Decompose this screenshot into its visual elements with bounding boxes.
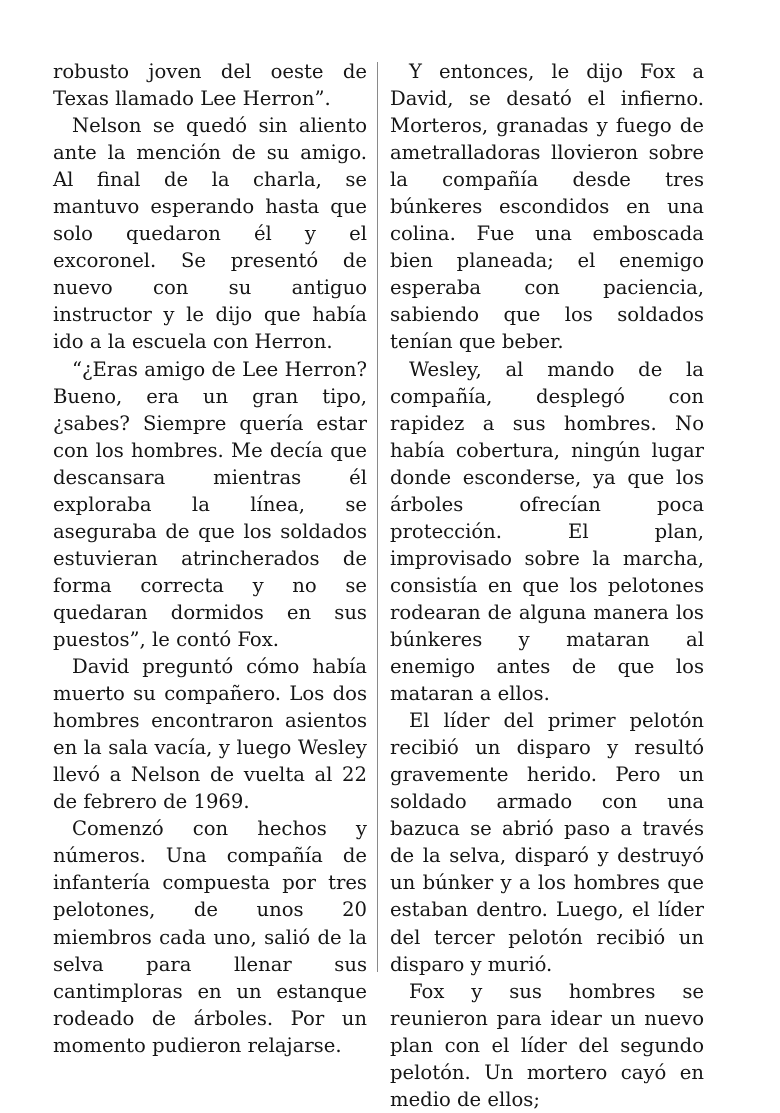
paragraph: Wesley, al mando de la compañía, desplegó con rapidez a sus hombres. No había cobertura, ningún lugar donde esconderse, ya que los árboles ofrecían poca protección. El plan, improvisado sobre la marcha, consistía en que los pelotones rodearan de alguna manera los búnkeres y mataran al enemigo antes de que los mataran a ellos. xyxy=(390,357,704,706)
paragraph: Nelson se quedó sin aliento ante la mención de su amigo. Al final de la charla, se mantuvo esperando hasta que solo quedaron él y el excoronel. Se presentó de nuevo con su antiguo instructor y le dijo que había ido a la escuela con Herron. xyxy=(53,114,367,354)
paragraph: Comenzó con hechos y números. Una compañía de infantería compuesta por tres pelotones, de unos 20 miembros cada uno, salió de la selva para llenar sus cantimploras en un estanque rodeado de árboles. Por un momento pudieron relajarse. xyxy=(53,817,367,1057)
left-column xyxy=(53,58,367,1059)
paragraph: “¿Eras amigo de Lee Herron? Bueno, era un gran tipo, ¿sabes? Siempre quería estar con los hombres. Me decía que descansara mientras él exploraba la línea, se aseguraba de que los soldados estuvieran atrincherados de forma correcta y no se quedaran dormidos en sus puestos”, le contó Fox. xyxy=(53,357,367,651)
paragraph: Y entonces, le dijo Fox a David, se desató el infierno. Morteros, granadas y fuego de ametralladoras llovieron sobre la compañía desde tres búnkeres escondidos en una colina. Fue una emboscada bien planeada; el enemigo esperaba con paciencia, sabiendo que los soldados tenían que beber. xyxy=(390,60,704,354)
paragraph: El líder del primer pelotón recibió un disparo y resultó gravemente herido. Pero un soldado armado con una bazuca se abrió paso a través de la selva, disparó y destruyó un búnker y a los hombres que estaban dentro. Luego, el líder del tercer pelotón recibió un disparo y murió. xyxy=(390,709,704,976)
column-divider xyxy=(377,62,378,972)
right-column xyxy=(390,58,704,1113)
paragraph: Fox y sus hombres se reunieron para idear un nuevo plan con el líder del segundo pelotón. Un mortero cayó en medio de ellos; xyxy=(390,979,704,1111)
paragraph: robusto joven del oeste de Texas llamado Lee Herron”. xyxy=(53,60,367,111)
paragraph: David preguntó cómo había muerto su compañero. Los dos hombres encontraron asientos en la sala vacía, y luego Wesley llevó a Nelson de vuelta al 22 de febrero de 1969. xyxy=(53,655,367,814)
